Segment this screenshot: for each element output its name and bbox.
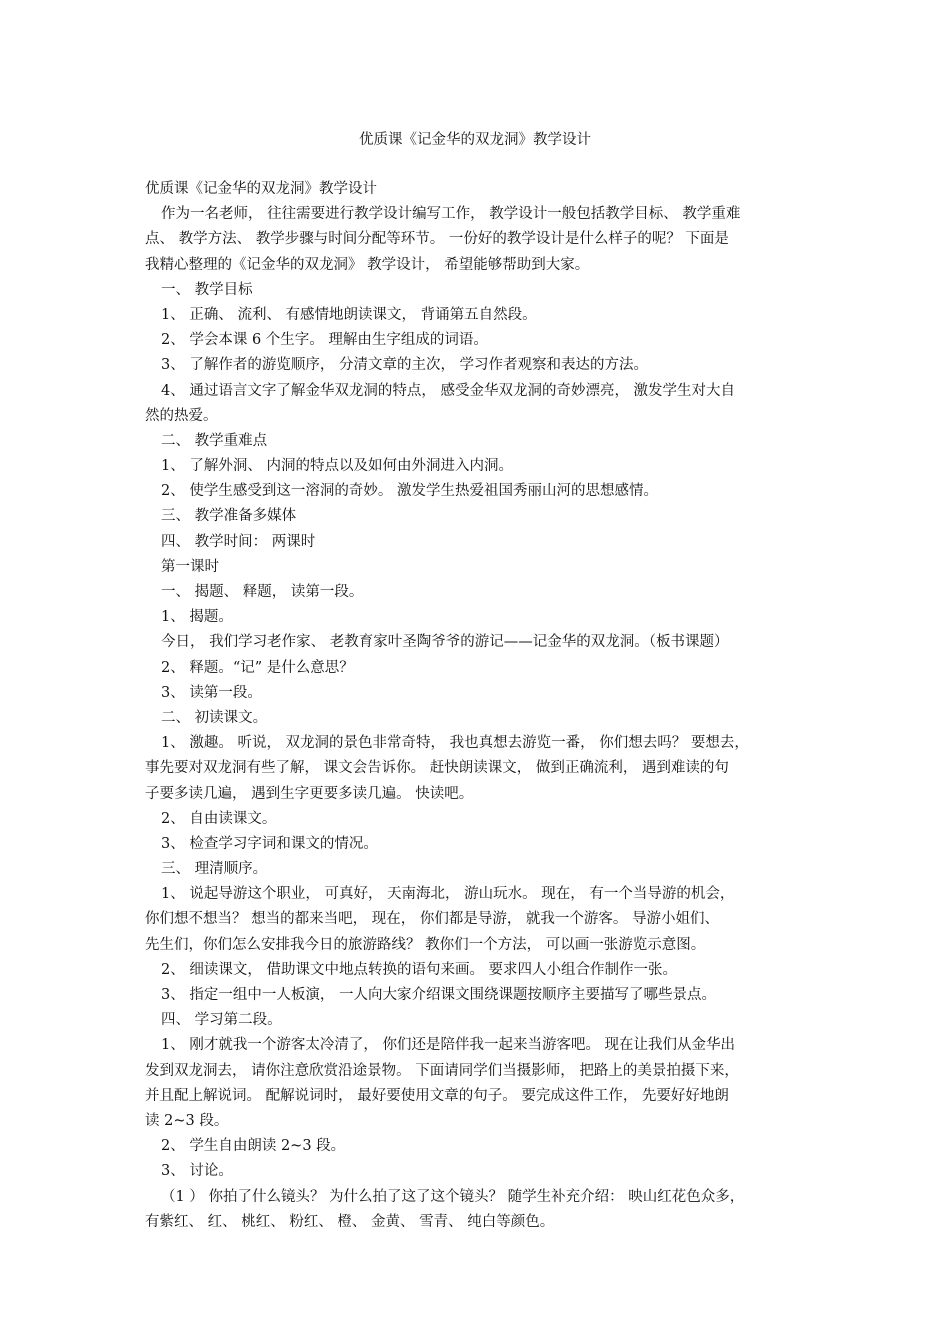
text-line: 2、 使学生感受到这一溶洞的奇妙。 激发学生热爱祖国秀丽山河的思想感情。 xyxy=(161,483,658,500)
text-line: 1、 揭题。 xyxy=(161,609,233,626)
text-line: 2、 学会本课 6 个生字。 理解由生字组成的词语。 xyxy=(161,332,488,349)
text-line: 点、 教学方法、 教学步骤与时间分配等环节。 一份好的教学设计是什么样子的呢？ 下面是 xyxy=(145,231,729,248)
text-line: 我精心整理的《记金华的双龙洞》 教学设计， 希望能够帮助到大家。 xyxy=(145,256,590,273)
text-line: 1、 正确、 流利、 有感情地朗读课文， 背诵第五自然段。 xyxy=(161,306,537,323)
text-line: 有紫红、 红、 桃红、 粉红、 橙、 金黄、 雪青、 纯白等颜色。 xyxy=(145,1213,555,1230)
document-body xyxy=(145,177,825,1235)
text-line: 优质课《记金华的双龙洞》教学设计 xyxy=(145,181,377,197)
text-line: 二、 教学重难点 xyxy=(161,432,268,449)
text-line: 然的热爱。 xyxy=(145,407,218,424)
text-line: （1 ） 你拍了什么镜头？ 为什么拍了这了这个镜头？ 随学生补充介绍： 映山红花色众多， xyxy=(161,1188,745,1205)
text-line: 1、 激趣。 听说， 双龙洞的景色非常奇特， 我也真想去游览一番， 你们想去吗？ 要想去， xyxy=(161,735,749,752)
text-line: 今日， 我们学习老作家、 老教育家叶圣陶爷爷的游记——记金华的双龙洞。（板书课题） xyxy=(161,634,729,651)
text-line: 你们想不想当？ 想当的都来当吧， 现在， 你们都是导游， 就我一个游客。 导游小姐们、 xyxy=(145,911,720,928)
text-line: 事先要对双龙洞有些了解， 课文会告诉你。 赶快朗读课文， 做到正确流利， 遇到难读的句 xyxy=(145,760,729,777)
text-line: 4、 通过语言文字了解金华双龙洞的特点， 感受金华双龙洞的奇妙漂亮， 激发学生对大自 xyxy=(161,382,736,399)
text-line: 3、 检查学习字词和课文的情况。 xyxy=(161,835,378,852)
text-line: 发到双龙洞去， 请你注意欣赏沿途景物。 下面请同学们当摄影师， 把路上的美景拍摄下来， xyxy=(145,1062,739,1079)
text-line: 作为一名老师， 往往需要进行教学设计编写工作， 教学设计一般包括教学目标、 教学重难 xyxy=(161,206,741,223)
text-line: 2、 细读课文， 借助课文中地点转换的语句来画。 要求四人小组合作制作一张。 xyxy=(161,961,678,978)
text-line: 先生们，你们怎么安排我今日的旅游路线？ 教你们一个方法， 可以画一张游览示意图。 xyxy=(145,936,706,953)
text-line: 四、 学习第二段。 xyxy=(161,1012,282,1029)
text-line: 3、 讨论。 xyxy=(161,1163,233,1180)
text-line: 四、 教学时间： 两课时 xyxy=(161,533,316,550)
text-line: 3、 指定一组中一人板演， 一人向大家介绍课文围绕课题按顺序主要描写了哪些景点。 xyxy=(161,987,716,1003)
document-title: 优质课《记金华的双龙洞》教学设计 xyxy=(359,132,591,148)
text-line: 并且配上解说词。 配解说词时， 最好要使用文章的句子。 要完成这件工作， 先要好好地朗 xyxy=(145,1087,729,1104)
text-line: 2、 自由读课文。 xyxy=(161,810,277,827)
text-line: 3、 了解作者的游览顺序， 分清文章的主次， 学习作者观察和表达的方法。 xyxy=(161,357,649,374)
text-line: 三、 教学准备多媒体 xyxy=(161,508,297,525)
text-line: 三、 理清顺序。 xyxy=(161,861,268,878)
text-line: 子要多读几遍， 遇到生字更要多读几遍。 快读吧。 xyxy=(145,785,474,802)
text-line: 第一课时 xyxy=(161,558,219,575)
text-line: 2、 学生自由朗读 2~3 段。 xyxy=(161,1138,346,1155)
text-line: 2、 释题。“记” 是什么意思？ xyxy=(161,659,354,676)
text-line: 1、 说起导游这个职业， 可真好， 天南海北， 游山玩水。 现在， 有一个当导游的机会， xyxy=(161,886,735,903)
text-line: 一、 揭题、 释题， 读第一段。 xyxy=(161,584,364,600)
text-line: 读 2~3 段。 xyxy=(145,1112,229,1129)
text-line: 1、 了解外洞、 内洞的特点以及如何由外洞进入内洞。 xyxy=(161,458,513,475)
text-line: 一、 教学目标 xyxy=(161,281,253,298)
text-line: 二、 初读课文。 xyxy=(161,709,268,726)
text-line: 3、 读第一段。 xyxy=(161,684,262,701)
text-line: 1、 刚才就我一个游客太冷清了， 你们还是陪伴我一起来当游客吧。 现在让我们从金华出 xyxy=(161,1037,736,1054)
